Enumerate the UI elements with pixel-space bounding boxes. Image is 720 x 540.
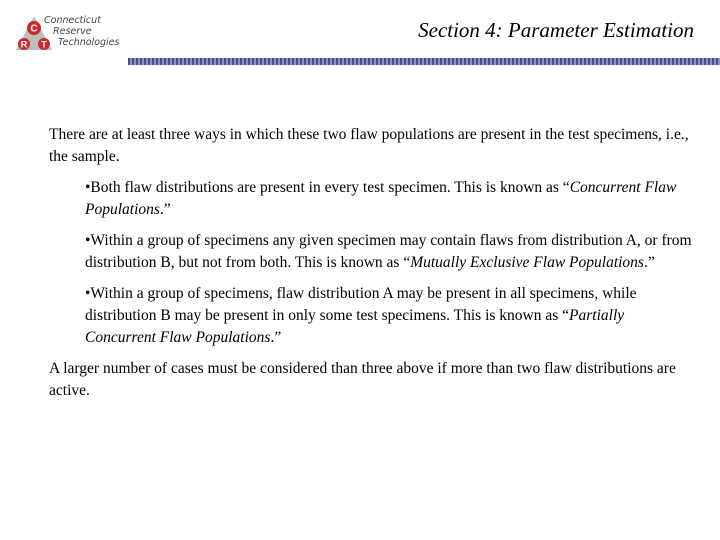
bullet-text: •Both flaw distributions are present in every test specimen. This is known as “ — [85, 179, 570, 196]
bullet-text-end: .” — [643, 254, 655, 271]
closing-paragraph: A larger number of cases must be considered than three above if more than two flaw distributions are active. — [49, 360, 676, 399]
bullet-term: Partially Concurrent Flaw Populations — [85, 307, 625, 346]
header-divider — [128, 58, 720, 65]
bullet-text: •Within a group of specimens, flaw distribution A may be present in all specimens, while distribution B may be present in only some test specimens. This is known as “ — [85, 285, 637, 324]
bullet-mutually-exclusive — [85, 230, 695, 274]
bullet-term: Concurrent Flaw Populations — [85, 179, 677, 218]
bullet-text-end: .” — [270, 329, 282, 346]
logo-letter-r: R — [20, 39, 28, 50]
logo-letter-c: C — [30, 23, 38, 35]
logo-line: Reserve — [53, 26, 92, 37]
page-title: Section 4: Parameter Estimation — [418, 18, 694, 42]
bullet-partially-concurrent — [85, 283, 695, 349]
bullet-text-end: .” — [159, 201, 171, 218]
intro-paragraph: There are at least three ways in which these two flaw populations are present in the test specimens, i.e., the sample. — [49, 126, 689, 165]
logo-line: Connecticut — [44, 15, 101, 26]
logo-text — [44, 15, 119, 48]
bullet-text: •Within a group of specimens any given specimen may contain flaws from distribution A, or from distribution B, but not from both. This is known as “ — [85, 232, 692, 271]
bullet-concurrent — [85, 177, 695, 221]
slide-body — [49, 124, 699, 411]
logo-line: Technologies — [58, 37, 120, 48]
bullet-term: Mutually Exclusive Flaw Populations — [410, 254, 644, 271]
logo-letter-t: T — [41, 39, 47, 50]
